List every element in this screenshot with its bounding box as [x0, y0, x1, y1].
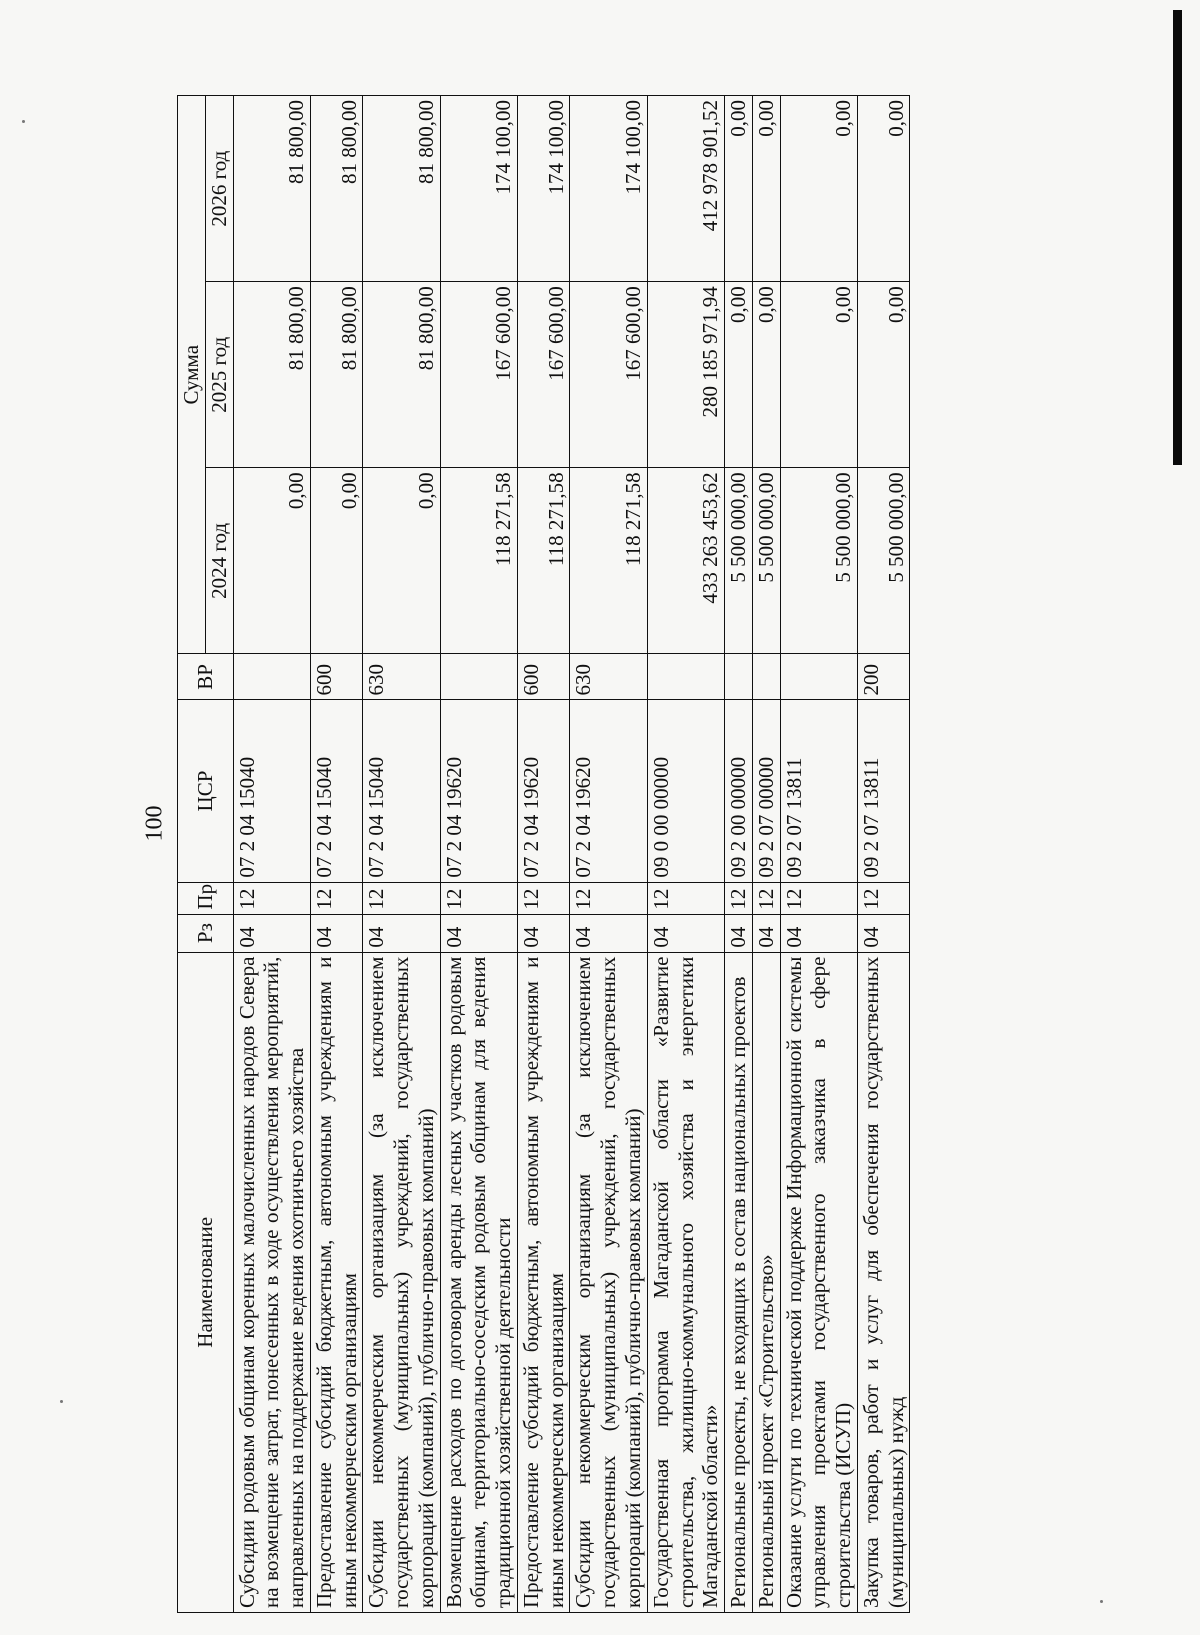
row-sum-2025: 167 600,00 [517, 282, 570, 468]
row-rz: 04 [363, 914, 440, 952]
row-vr: 630 [363, 654, 440, 700]
row-pr: 12 [440, 882, 517, 914]
row-sum-2025: 0,00 [725, 282, 753, 468]
header-rz: Рз [178, 914, 234, 952]
row-csr: 07 2 04 15040 [233, 700, 310, 882]
header-csr: ЦСР [178, 700, 234, 882]
row-vr: 600 [310, 654, 363, 700]
row-name: Субсидии некоммерческим организациям (за исключением государственных (муниципальных) учреждений, государственных корпораций (компаний), публично-правовых компаний) [363, 952, 440, 1612]
row-sum-2024: 118 271,58 [440, 468, 517, 654]
table-row [725, 96, 753, 1613]
row-vr [647, 654, 724, 700]
row-sum-2024: 118 271,58 [570, 468, 647, 654]
table-row [363, 96, 440, 1613]
row-rz: 04 [440, 914, 517, 952]
header-vr: ВР [178, 654, 234, 700]
row-rz: 04 [570, 914, 647, 952]
row-rz: 04 [725, 914, 753, 952]
row-sum-2026: 412 978 901,52 [647, 96, 724, 282]
row-name: Предоставление субсидий бюджетным, автономным учреждениям и иным некоммерческим организациям [310, 952, 363, 1612]
row-sum-2024: 0,00 [233, 468, 310, 654]
row-vr: 630 [570, 654, 647, 700]
row-rz: 04 [780, 914, 857, 952]
row-name: Государственная программа Магаданской области «Развитие строительства, жилищно-коммунального хозяйства и энергетики Магаданской области» [647, 952, 724, 1612]
row-csr: 07 2 04 19620 [440, 700, 517, 882]
row-pr: 12 [517, 882, 570, 914]
header-sum: Сумма [178, 96, 206, 654]
row-sum-2026: 0,00 [857, 96, 910, 282]
header-2026: 2026 год [205, 96, 233, 282]
row-sum-2025: 81 800,00 [310, 282, 363, 468]
table-row [780, 96, 857, 1613]
row-csr: 09 2 00 00000 [725, 700, 753, 882]
row-sum-2026: 0,00 [752, 96, 780, 282]
row-name: Возмещение расходов по договорам аренды лесных участков родовым общинам, территориально-соседским родовым общинам для ведения традиционной хозяйственной деятельности [440, 952, 517, 1612]
row-sum-2024: 5 500 000,00 [752, 468, 780, 654]
row-sum-2025: 81 800,00 [363, 282, 440, 468]
row-csr: 09 0 00 00000 [647, 700, 724, 882]
budget-table [177, 95, 910, 1613]
row-sum-2025: 0,00 [857, 282, 910, 468]
row-sum-2025: 167 600,00 [440, 282, 517, 468]
row-vr [233, 654, 310, 700]
row-sum-2024: 433 263 453,62 [647, 468, 724, 654]
row-name: Региональные проекты, не входящих в состав национальных проектов [725, 952, 753, 1612]
budget-table-frame [177, 95, 1077, 1613]
row-sum-2026: 0,00 [725, 96, 753, 282]
table-row [517, 96, 570, 1613]
row-sum-2025: 81 800,00 [233, 282, 310, 468]
table-row [570, 96, 647, 1613]
table-row [310, 96, 363, 1613]
row-sum-2026: 81 800,00 [233, 96, 310, 282]
row-name: Региональный проект «Строительство» [752, 952, 780, 1612]
row-rz: 04 [233, 914, 310, 952]
row-pr: 12 [780, 882, 857, 914]
row-csr: 09 2 07 13811 [780, 700, 857, 882]
row-sum-2025: 0,00 [780, 282, 857, 468]
row-sum-2024: 118 271,58 [517, 468, 570, 654]
table-row [440, 96, 517, 1613]
table-row [233, 96, 310, 1613]
row-sum-2024: 0,00 [363, 468, 440, 654]
row-name: Закупка товаров, работ и услуг для обеспечения государственных (муниципальных) нужд [857, 952, 910, 1612]
row-csr: 07 2 04 15040 [310, 700, 363, 882]
row-pr: 12 [752, 882, 780, 914]
row-rz: 04 [647, 914, 724, 952]
scan-speck [22, 120, 25, 123]
scan-edge-bar [1173, 10, 1182, 465]
row-vr [440, 654, 517, 700]
row-name: Субсидии родовым общинам коренных малочисленных народов Севера на возмещение затрат, понесенных в ходе осуществления мероприятий, направленных на поддержание ведения охотничьего хозяйства [233, 952, 310, 1612]
row-sum-2026: 174 100,00 [570, 96, 647, 282]
row-csr: 07 2 04 15040 [363, 700, 440, 882]
row-pr: 12 [570, 882, 647, 914]
header-pr: Пр [178, 882, 234, 914]
header-2024: 2024 год [205, 468, 233, 654]
page-number: 100 [141, 805, 168, 842]
row-pr: 12 [310, 882, 363, 914]
row-sum-2024: 0,00 [310, 468, 363, 654]
row-sum-2024: 5 500 000,00 [857, 468, 910, 654]
row-csr: 09 2 07 00000 [752, 700, 780, 882]
row-sum-2025: 167 600,00 [570, 282, 647, 468]
scan-speck [1100, 1600, 1103, 1603]
row-csr: 07 2 04 19620 [517, 700, 570, 882]
row-sum-2026: 81 800,00 [310, 96, 363, 282]
row-name: Предоставление субсидий бюджетным, автономным учреждениям и иным некоммерческим организациям [517, 952, 570, 1612]
row-vr [752, 654, 780, 700]
row-vr: 600 [517, 654, 570, 700]
row-sum-2026: 174 100,00 [517, 96, 570, 282]
row-vr [725, 654, 753, 700]
row-vr [780, 654, 857, 700]
row-sum-2026: 174 100,00 [440, 96, 517, 282]
row-rz: 04 [752, 914, 780, 952]
row-pr: 12 [725, 882, 753, 914]
row-rz: 04 [517, 914, 570, 952]
row-csr: 09 2 07 13811 [857, 700, 910, 882]
table-row [857, 96, 910, 1613]
row-pr: 12 [647, 882, 724, 914]
table-row [752, 96, 780, 1613]
row-sum-2026: 81 800,00 [363, 96, 440, 282]
row-sum-2024: 5 500 000,00 [780, 468, 857, 654]
row-rz: 04 [310, 914, 363, 952]
row-pr: 12 [233, 882, 310, 914]
row-pr: 12 [857, 882, 910, 914]
row-sum-2025: 0,00 [752, 282, 780, 468]
row-vr: 200 [857, 654, 910, 700]
header-2025: 2025 год [205, 282, 233, 468]
row-rz: 04 [857, 914, 910, 952]
scan-speck [60, 1400, 63, 1403]
row-sum-2025: 280 185 971,94 [647, 282, 724, 468]
row-sum-2024: 5 500 000,00 [725, 468, 753, 654]
row-pr: 12 [363, 882, 440, 914]
header-name: Наименование [178, 952, 234, 1612]
row-name: Субсидии некоммерческим организациям (за исключением государственных (муниципальных) учреждений, государственных корпораций (компаний), публично-правовых компаний) [570, 952, 647, 1612]
row-sum-2026: 0,00 [780, 96, 857, 282]
row-csr: 07 2 04 19620 [570, 700, 647, 882]
row-name: Оказание услуги по технической поддержке Информационной системы управления проектами государственного заказчика в сфере строительства (ИСУП) [780, 952, 857, 1612]
table-row [647, 96, 724, 1613]
header-row [178, 96, 206, 1613]
